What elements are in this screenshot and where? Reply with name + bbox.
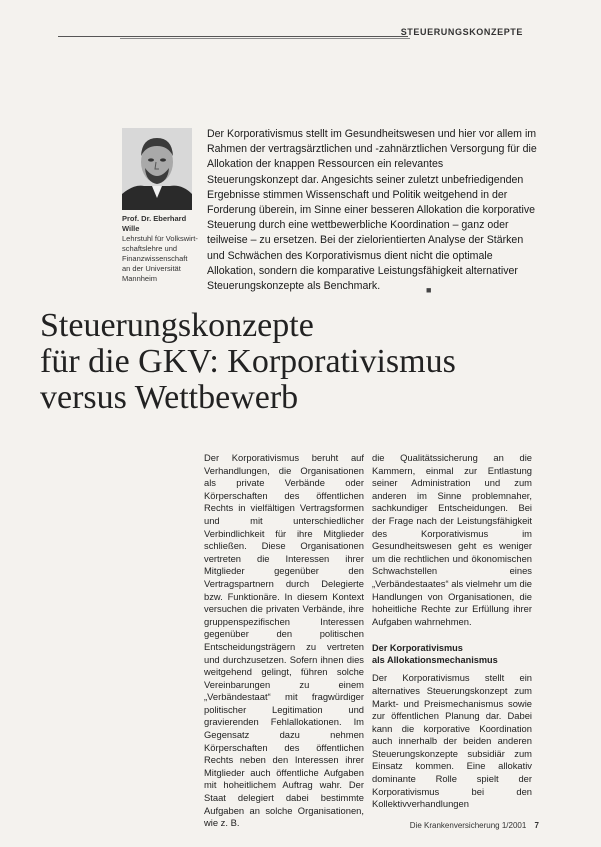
author-affiliation-line: Lehrstuhl für Volkswirt- [122,234,198,243]
subheading-line: als Allokationsmechanismus [372,655,498,666]
header-rule-secondary [120,38,410,39]
page-number: 7 [534,821,539,830]
body-column-right [372,452,532,811]
article-abstract [207,127,537,294]
body-paragraph: Der Korporativismus stellt ein alternatives Steuerungskonzept zum Markt- und Preismechanismus sowie zur öffentlichen Planung dar. Dabei kann die korporative Koordination auch innerhalb der beiden anderen Steuerungskonzepte subsidiär zum Einsatz kommen. Eine allokativ dominante Rolle spielt der Korporativismus bei den Kollektivverhandlungen [372,672,532,810]
author-caption [122,214,198,284]
page-footer [410,821,539,830]
body-paragraph: Der Korporativismus beruht auf Verhandlungen, die Organisationen als private Verbände oder Körperschaften des öffentlichen Rechts in vielfältigen Vertragsformen und mit unterschiedlicher Verbindlichkeit für ihre Mitglieder schließen. Diese Organisationen vertreten die Interessen ihrer Mitglieder gegenüber den Vertragspartnern durch Delegierte bzw. Funktionäre. In diesem Kontext versuchen die privaten Verbände, ihre gruppenspezifischen Interessen gegenüber den politischen Entscheidungsträgern zu vertreten und durchzusetzen. Sofern ihnen dies weitgehend gelingt, führen solche Vereinbarungen zu einem „Verbändestaat“ mit fragwürdiger politischer Legitimation und gravierenden Fehlallokationen. Im Gegensatz dazu nehmen Körperschaften des öffentlichen Rechts neben den Interessen ihrer Mitglieder auch öffentliche Aufgaben mit hoheitlichem Auftrag wahr. Der Staat delegiert dabei bestimmte Aufgaben an solche Organisationen, wie z. B. [204,452,364,829]
body-column-left [204,452,364,830]
journal-issue: Die Krankenversicherung 1/2001 [409,821,527,830]
body-paragraph: die Qualitätssicherung an die Kammern, einmal zur Entlastung seiner Administration und zum anderen im Sinne problemnaher, sachkundiger Entscheidungen. Bei der Frage nach der Leistungsfähigkeit des Korporativismus im Gesundheitswesen geht es weniger um die rechtlichen und ökonomischen Schwachstellen eines „Verbändestaates“ als vielmehr um die Handlungen von Organisationen, die hoheitliche Rechte zur Erfüllung ihrer Aufgaben wahrnehmen. [372,452,532,627]
title-line: Steuerungskonzepte [40,307,314,344]
author-name: Prof. Dr. Eberhard Wille [122,214,187,233]
author-portrait-image [122,128,192,210]
subheading-line: Der Korporativismus [372,643,463,654]
author-portrait [122,128,192,210]
article-title [40,308,580,416]
author-affiliation-line: schaftslehre und [122,244,178,253]
author-affiliation-line: Finanzwissenschaft [122,254,188,263]
author-affiliation-line: Mannheim [122,274,158,283]
author-affiliation-line: an der Universität [122,264,181,273]
section-subheading [372,642,532,666]
running-head: STEUERUNGSKONZEPTE [400,27,523,37]
title-line: für die GKV: Korporativismus [40,343,456,380]
header-rule [58,36,408,37]
abstract-text: Der Korporativismus stellt im Gesundheitswesen und hier vor allem im Rahmen der vertragsärztlichen und -zahnärztlichen Versorgung für die Allokation der knappen Ressourcen ein relevantes Steuerungskonzept dar. Angesichts seiner zuletzt unbefriedigenden Ergebnisse stimmen Wissenschaft und Politik weitgehend in der Forderung überein, im Sinne einer besseren Allokation die korporative Steuerung durch eine wettbewerbliche Koordination – ganz oder teilweise – zu ersetzen. Bei der zielorientierten Analyse der Stärken und Schwächen des Korporativismus dient nicht die optimale Allokation, sondern die komparative Leistungsfähigkeit alternativer Steuerungskonzepte als Benchmark. [207,128,537,293]
abstract-end-mark: ■ [426,285,432,295]
title-line: versus Wettbewerb [40,379,299,416]
